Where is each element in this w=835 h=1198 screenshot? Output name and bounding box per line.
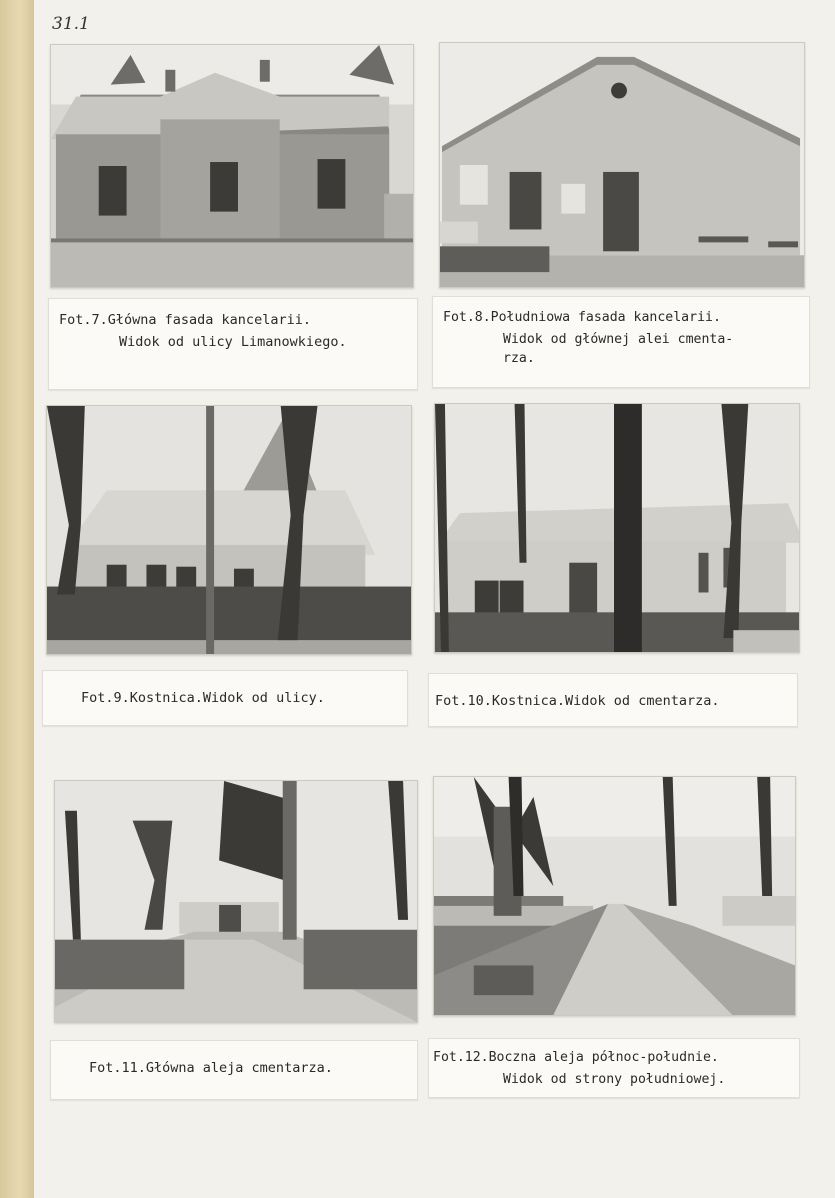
caption-line: rza.: [503, 351, 535, 366]
caption-line: Fot.10.Kostnica.Widok od cmentarza.: [435, 693, 720, 709]
caption-line: Fot.9.Kostnica.Widok od ulicy.: [81, 690, 325, 706]
photo-fot9-mortuary-street-view: [46, 405, 412, 655]
caption-fot9: [42, 670, 408, 726]
caption-line: Fot.8.Południowa fasada kancelarii.: [443, 310, 721, 325]
photo-fot8-office-south-facade: [439, 42, 805, 288]
caption-fot7: [48, 298, 418, 390]
caption-line: Fot.12.Boczna aleja północ-południe.: [433, 1050, 719, 1065]
caption-fot11: [50, 1040, 418, 1100]
caption-line: Widok od głównej alei cmenta-: [503, 332, 734, 347]
page-number: 31.1: [52, 14, 90, 34]
album-binding-strip: [0, 0, 34, 1198]
caption-fot10: [428, 673, 798, 727]
photo-fot11-main-cemetery-avenue: [54, 780, 418, 1023]
caption-line: Fot.11.Główna aleja cmentarza.: [89, 1060, 333, 1076]
caption-fot12: [428, 1038, 800, 1098]
photo-fot10-mortuary-cemetery-view: [434, 403, 800, 653]
photo-fot7-office-main-facade: [50, 44, 414, 288]
caption-fot8: [432, 296, 810, 388]
photo-fot12-side-avenue-north-south: [433, 776, 796, 1016]
caption-line: Fot.7.Główna fasada kancelarii.: [59, 312, 311, 328]
caption-line: Widok od strony południowej.: [503, 1072, 726, 1087]
caption-line: Widok od ulicy Limanowkiego.: [119, 334, 347, 350]
